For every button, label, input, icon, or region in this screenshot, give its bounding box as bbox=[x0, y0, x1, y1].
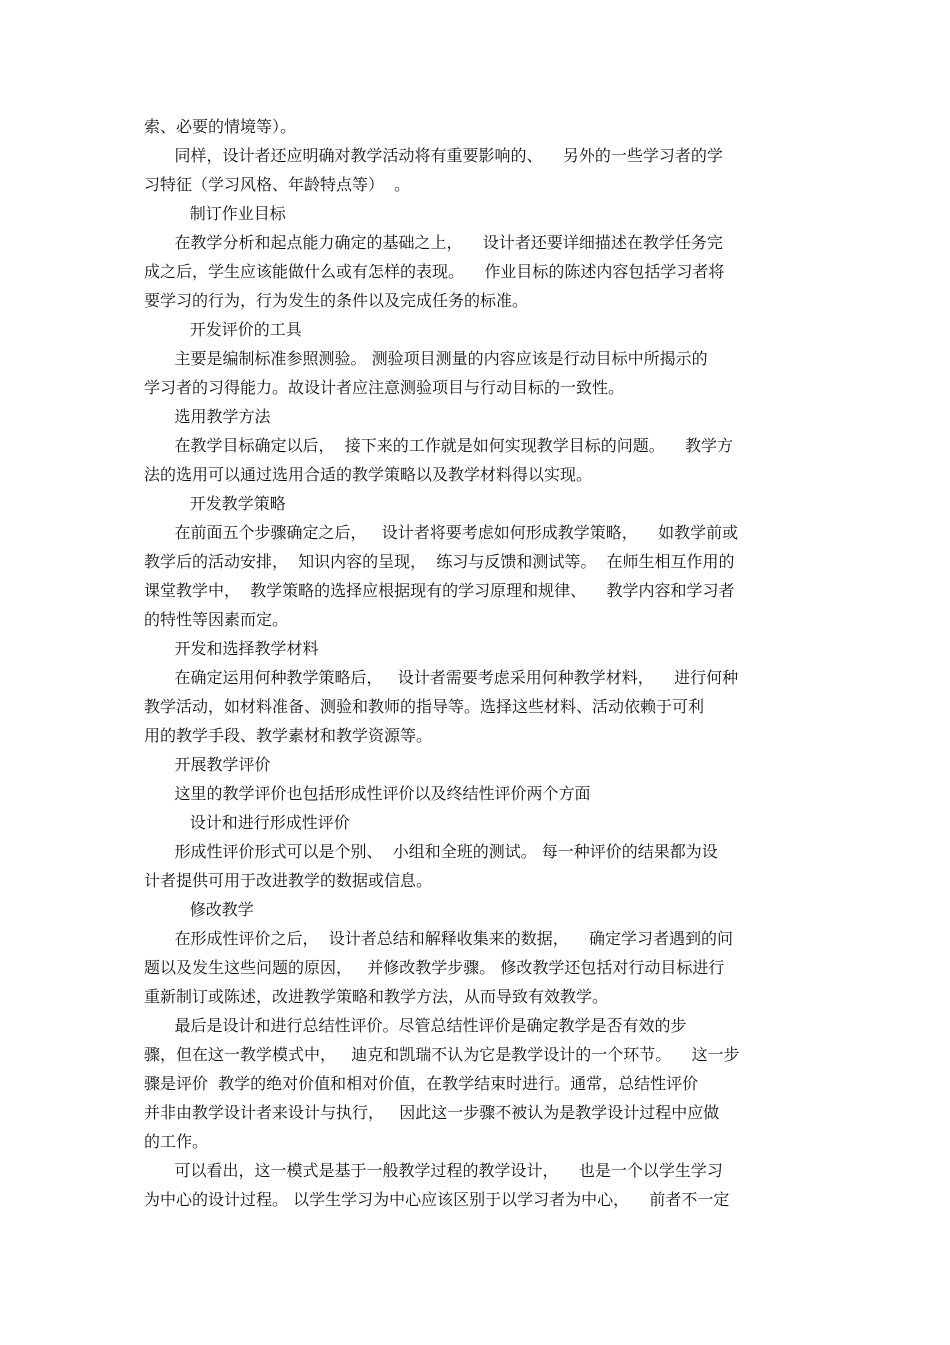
text-line: 这里的教学评价也包括形成性评价以及终结性评价两个方面 bbox=[144, 784, 591, 803]
text-line: 并非由教学设计者来设计与执行， 因此这一步骤不被认为是教学设计过程中应做 bbox=[144, 1103, 720, 1122]
text-line: 骤是评价 教学的绝对价值和相对价值，在教学结束时进行。通常，总结性评价 bbox=[144, 1074, 699, 1093]
section-heading: 开展教学评价 bbox=[144, 755, 271, 774]
text-line: 成之后，学生应该能做什么或有怎样的表现。 作业目标的陈述内容包括学习者将 bbox=[144, 262, 725, 281]
text-line: 课堂教学中， 教学策略的选择应根据现有的学习原理和规律、 教学内容和学习者 bbox=[144, 581, 735, 600]
text-line: 教学后的活动安排， 知识内容的呈现， 练习与反馈和测试等。 在师生相互作用的 bbox=[144, 552, 735, 571]
text-line: 同样，设计者还应明确对教学活动将有重要影响的、 另外的一些学习者的学 bbox=[144, 146, 723, 165]
section-heading: 设计和进行形成性评价 bbox=[144, 813, 350, 832]
text-line: 法的选用可以通过选用合适的教学策略以及教学材料得以实现。 bbox=[144, 465, 593, 484]
text-line: 的工作。 bbox=[144, 1132, 209, 1151]
text-line: 教学活动，如材料准备、测验和教师的指导等。选择这些材料、活动依赖于可利 bbox=[144, 697, 705, 716]
text-line: 在形成性评价之后， 设计者总结和解释收集来的数据， 确定学习者遇到的问 bbox=[144, 929, 734, 948]
section-heading: 制订作业目标 bbox=[144, 204, 286, 223]
text-line: 的特性等因素而定。 bbox=[144, 610, 289, 629]
section-heading: 开发评价的工具 bbox=[144, 320, 302, 339]
text-line: 计者提供可用于改进教学的数据或信息。 bbox=[144, 871, 433, 890]
text-line: 在前面五个步骤确定之后， 设计者将要考虑如何形成教学策略， 如教学前或 bbox=[144, 523, 739, 542]
text-line: 用的教学手段、教学素材和教学资源等。 bbox=[144, 726, 433, 745]
text-line: 习特征（学习风格、年龄特点等） 。 bbox=[144, 175, 411, 194]
section-heading: 开发教学策略 bbox=[144, 494, 286, 513]
text-line: 在确定运用何种教学策略后， 设计者需要考虑采用何种教学材料， 进行何种 bbox=[144, 668, 739, 687]
text-line: 索、必要的情境等）。 bbox=[144, 117, 297, 136]
text-line: 要学习的行为，行为发生的条件以及完成任务的标准。 bbox=[144, 291, 529, 310]
text-line: 题以及发生这些问题的原因， 并修改教学步骤。 修改教学还包括对行动目标进行 bbox=[144, 958, 725, 977]
text-line: 主要是编制标准参照测验。 测验项目测量的内容应该是行动目标中所揭示的 bbox=[144, 349, 708, 368]
section-heading: 选用教学方法 bbox=[144, 407, 271, 426]
text-line: 重新制订或陈述，改进教学策略和教学方法，从而导致有效教学。 bbox=[144, 987, 609, 1006]
section-heading: 开发和选择教学材料 bbox=[144, 639, 319, 658]
text-line: 为中心的设计过程。 以学生学习为中心应该区别于以学习者为中心， 前者不一定 bbox=[144, 1190, 730, 1209]
text-line: 形成性评价形式可以是个别、 小组和全班的测试。 每一种评价的结果都为设 bbox=[144, 842, 718, 861]
text-line: 在教学分析和起点能力确定的基础之上， 设计者还要详细描述在教学任务完 bbox=[144, 233, 723, 252]
text-line: 骤，但在这一教学模式中， 迪克和凯瑞不认为它是教学设计的一个环节。 这一步 bbox=[144, 1045, 740, 1064]
text-line: 在教学目标确定以后， 接下来的工作就是如何实现教学目标的问题。 教学方 bbox=[144, 436, 734, 455]
section-heading: 修改教学 bbox=[144, 900, 254, 919]
text-line: 可以看出，这一模式是基于一般教学过程的教学设计， 也是一个以学生学习 bbox=[144, 1161, 723, 1180]
text-line: 最后是设计和进行总结性评价。尽管总结性评价是确定教学是否有效的步 bbox=[144, 1016, 687, 1035]
text-line: 学习者的习得能力。故设计者应注意测验项目与行动目标的一致性。 bbox=[144, 378, 625, 397]
